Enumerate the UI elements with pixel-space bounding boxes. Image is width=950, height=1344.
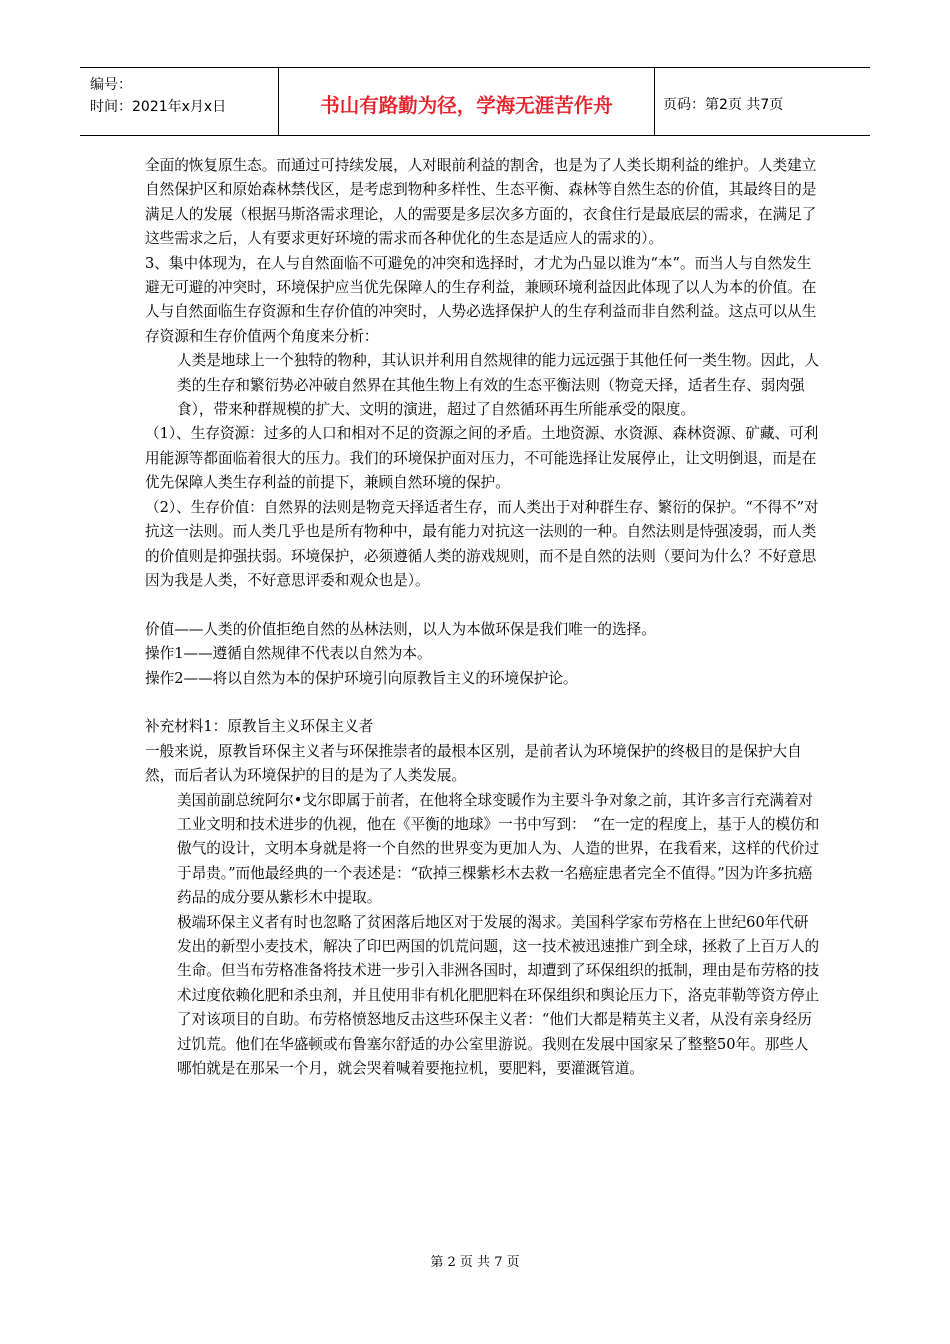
header-page-info: 页码：第2页 共7页 bbox=[663, 96, 784, 113]
page-header bbox=[80, 67, 870, 136]
body-paragraph: 全面的恢复原生态。而通过可持续发展，人对眼前利益的割舍，也是为了人类长期利益的维护。人类建立自然保护区和原始森林禁伐区，是考虑到物种多样性、生态平衡、森林等自然生态的价值，其最终目的是满足人的发展（根据马斯洛需求理论，人的需要是多层次多方面的，衣食住行是最底层的需求，在满足了这些需求之后，人有要求更好环境的需求而各种优化的生态是适应人的需求的）。 bbox=[145, 157, 817, 248]
blank-line bbox=[145, 593, 820, 617]
blank-line bbox=[145, 691, 820, 715]
section-heading: 补充材料1：原教旨主义环保主义者 bbox=[145, 718, 374, 736]
body-paragraph: 价值——人类的价值拒绝自然的丛林法则，以人为本做环保是我们唯一的选择。 bbox=[145, 620, 656, 638]
body-paragraph: 操作2——将以自然为本的保护环境引向原教旨主义的环境保护论。 bbox=[145, 669, 578, 687]
header-motto: 书山有路勤为径，学海无涯苦作舟 bbox=[279, 68, 655, 135]
body-paragraph: 3、集中体现为，在人与自然面临不可避免的冲突和选择时，才尤为凸显以谁为“本”。而当人与自然发生避无可避的冲突时，环境保护应当优先保障人的生存利益，兼顾环境利益因此体现了以人为本的价值。在人与自然面临生存资源和生存价值的冲突时，人势必选择保护人的生存利益而非自然利益。这点可以从生存资源和生存价值两个角度来分析： bbox=[145, 254, 817, 345]
body-paragraph: 操作1——遵循自然规律不代表以自然为本。 bbox=[145, 645, 432, 663]
document-time-label: 时间：2021年x月x日 bbox=[90, 99, 227, 115]
document-body bbox=[145, 154, 820, 1081]
body-paragraph: 极端环保主义者有时也忽略了贫困落后地区对于发展的渴求。美国科学家布劳格在上世纪60年代研发出的新型小麦技术，解决了印巴两国的饥荒问题，这一技术被迅速推广到全球，拯救了上百万人的生命。但当布劳格准备将技术进一步引入非洲各国时，却遭到了环保组织的抵制，理由是布劳格的技术过度依赖化肥和杀虫剂，并且使用非有机化肥肥料在环保组织和舆论压力下，洛克菲勒等资方停止了对该项目的自助。布劳格愤怒地反击这些环保主义者：“他们大都是精英主义者，从没有亲身经历过饥荒。他们在华盛顿或布鲁塞尔舒适的办公室里游说。我则在发展中国家呆了整整50年。那些人哪怕就是在那呆一个月，就会哭着喊着要拖拉机，要肥料，要灌溉管道。 bbox=[177, 913, 820, 1077]
header-meta bbox=[80, 68, 279, 135]
body-paragraph: （2）、生存价值：自然界的法则是物竞天择适者生存，而人类出于对种群生存、繁衍的保护。“不得不”对抗这一法则。而人类几乎也是所有物种中，最有能力对抗这一法则的一种。自然法则是恃强凌弱，而人类的价值则是抑强扶弱。环境保护，必须遵循人类的游戏规则，而不是自然的法则（要问为什么？不好意思因为我是人类，不好意思评委和观众也是）。 bbox=[145, 498, 819, 589]
body-paragraph: 人类是地球上一个独特的物种，其认识并利用自然规律的能力远远强于其他任何一类生物。因此，人类的生存和繁衍势必冲破自然界在其他生物上有效的生态平衡法则（物竞天择，适者生存、弱肉强食），带来种群规模的扩大、文明的演进，超过了自然循环再生所能承受的限度。 bbox=[177, 352, 820, 419]
body-paragraph: 一般来说，原教旨环保主义者与环保推崇者的最根本区别，是前者认为环境保护的终极目的是保护大自然，而后者认为环境保护的目的是为了人类发展。 bbox=[145, 742, 802, 785]
page-footer: 第 2 页 共 7 页 bbox=[430, 1255, 520, 1270]
body-paragraph: （1）、生存资源：过多的人口和相对不足的资源之间的矛盾。土地资源、水资源、森林资源、矿藏、可利用能源等都面临着很大的压力。我们的环境保护面对压力，不可能选择让发展停止，让文明倒退，而是在优先保障人类生存利益的前提下，兼顾自然环境的保护。 bbox=[145, 425, 819, 492]
body-paragraph: 美国前副总统阿尔•戈尔即属于前者，在他将全球变暖作为主要斗争对象之前，其许多言行充满着对工业文明和技术进步的仇视，他在《平衡的地球》一书中写到： “在一定的程度上，基于人的模仿和傲气的设计，文明本身就是将一个自然的世界变为更加人为、人造的世界，在我看来，这样的代价过于昂贵。”而他最经典的一个表述是：“砍掉三棵紫杉木去救一名癌症患者完全不值得。”因为许多抗癌药品的成分要从紫杉木中提取。 bbox=[177, 791, 820, 907]
document-number-label: 编号： bbox=[90, 77, 132, 93]
